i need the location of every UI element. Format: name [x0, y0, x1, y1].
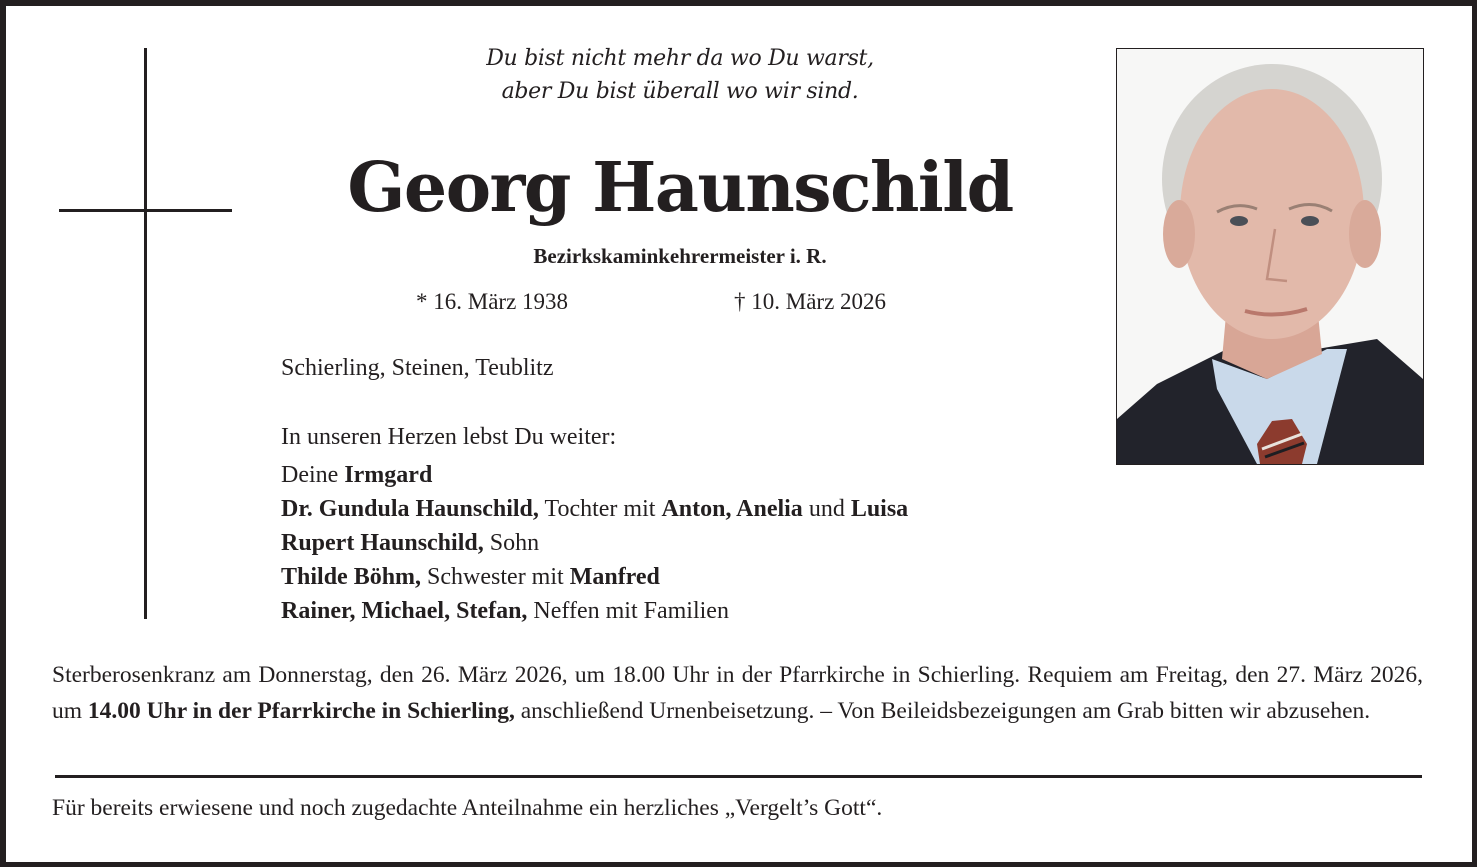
family-member-row: Rupert Haunschild, Sohn [281, 530, 540, 556]
birth-date: * 16. März 1938 [416, 289, 569, 314]
family-list [281, 458, 908, 628]
family-member-row: Dr. Gundula Haunschild, Tochter mit Anton, Anelia und Luisa [281, 496, 909, 522]
cross-icon-vertical [144, 48, 147, 619]
memorial-verse [330, 42, 1030, 108]
requiem-info-post: anschließend Urnenbeisetzung. – Von Beileidsbezeigungen am Grab bitten wir abzusehen. [514, 698, 1371, 724]
requiem-info-bold: 14.00 Uhr in der Pfarrkirche in Schierling, [87, 698, 515, 724]
divider [55, 775, 1422, 778]
family-member-row: Deine Irmgard [281, 462, 433, 488]
places: Schierling, Steinen, Teublitz [281, 355, 554, 381]
death-date: † 10. März 2026 [734, 289, 887, 314]
requiem-info-pre: Requiem am Freitag, den 27. März 2026, um [52, 662, 1424, 724]
verse-line-1: Du bist nicht mehr da wo Du warst, [486, 46, 874, 71]
family-intro: In unseren Herzen lebst Du weiter: [281, 424, 617, 450]
family-member-row: Thilde Böhm, Schwester mit Manfred [281, 564, 660, 590]
rosary-info: Sterberosenkranz am Donnerstag, den 26. März 2026, um 18.00 Uhr in der Pfarrkirche in Schierling. [52, 662, 1021, 688]
family-member-row: Rainer, Michael, Stefan, Neffen mit Familien [281, 598, 729, 624]
portrait-photo [1116, 48, 1424, 465]
deceased-name: Georg Haunschild [347, 148, 1013, 228]
cross-icon-horizontal [59, 209, 232, 212]
portrait-image [1117, 49, 1423, 464]
deceased-title: Bezirkskaminkehrermeister i. R. [533, 244, 827, 268]
service-notice [52, 657, 1423, 729]
thanks-note: Für bereits erwiesene und noch zugedachte Anteilnahme ein herzliches „Vergelt’s Gott“. [52, 795, 883, 821]
verse-line-2: aber Du bist überall wo wir sind. [501, 79, 859, 104]
